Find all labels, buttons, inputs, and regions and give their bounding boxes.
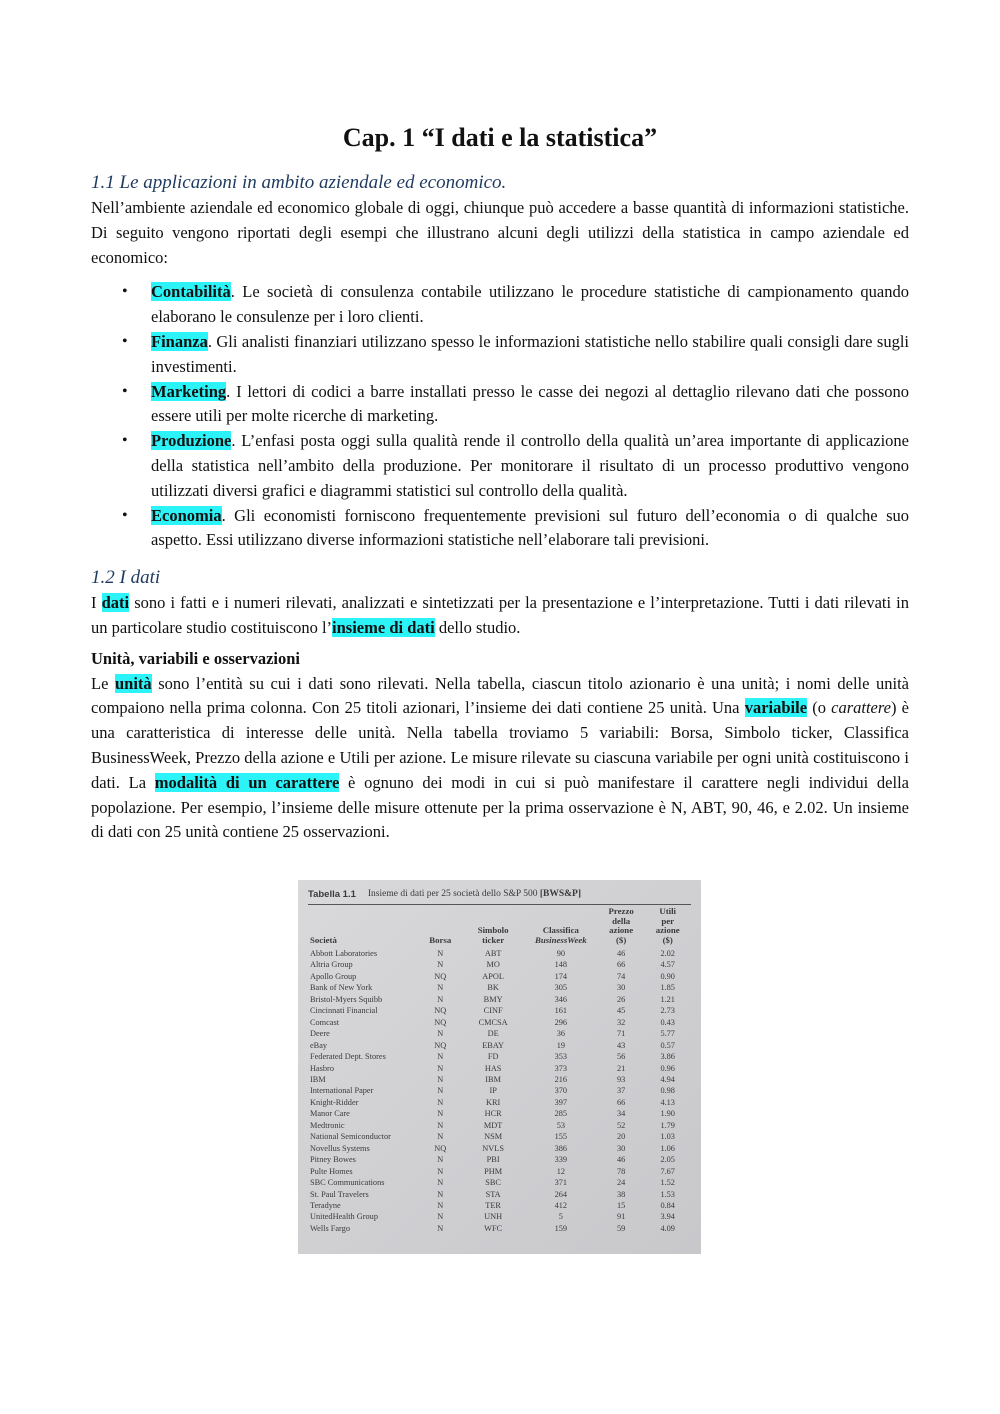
cell-prezzo: 30 [616,983,626,993]
header-line: della [612,915,631,926]
cell-classifica: 90 [556,949,565,958]
cell-classifica: 19 [556,1040,565,1050]
cell-societa: IBM [310,1074,326,1084]
cell-prezzo: 24 [616,1178,626,1188]
table-row [308,1211,691,1222]
table-row [308,994,691,1005]
highlighted-term: Contabilità [151,282,231,302]
table-row [308,1028,691,1039]
cell-societa: UnitedHealth Group [310,1212,378,1222]
text-run: (o [807,698,832,718]
cell-societa: Manor Care [310,1109,350,1119]
table-caption [308,888,691,901]
highlighted-term: Finanza [151,331,208,351]
page-title: Cap. 1 “I dati e la statistica” [342,123,658,152]
cell-utili: 3.86 [660,1052,675,1062]
header-line: BusinessWeek [535,934,587,945]
cell-prezzo: 74 [616,971,626,981]
cell-classifica: 5 [558,1212,563,1222]
cell-societa: Teradyne [310,1200,341,1210]
cell-utili: 4.09 [660,1223,675,1233]
cell-prezzo: 30 [616,1143,626,1153]
cell-borsa: N [437,1132,444,1142]
header-utili [644,907,691,948]
cell-classifica: 174 [554,971,568,981]
text-run: I [91,593,102,613]
header-borsa: Borsa [429,934,452,945]
cell-societa: Altria Group [310,960,353,970]
cell-utili: 0.84 [660,1200,675,1210]
cell-prezzo: 21 [616,1063,626,1073]
list-item [151,504,909,554]
list-item [151,280,909,330]
table-row [308,1063,691,1074]
cell-ticker: APOL [482,971,504,981]
cell-prezzo: 66 [616,960,626,970]
table-row [308,1051,691,1062]
applications-list [91,280,909,553]
text-run: sono l’entità su cui i dati sono rilevati. Nella tabella, ciascun titolo azionario è una unità; i nomi delle unità compaiono nella prima colonna. Con 25 titoli azionari, l’insieme dei dati contiene 25 unità. Una [91,673,910,718]
cell-utili: 0.90 [660,971,675,981]
text-run: Le [91,673,115,693]
section-heading-1-1: 1.1 Le applicazioni in ambito aziendale ed economico. [91,172,507,193]
cell-prezzo: 20 [616,1132,626,1142]
cell-ticker: DE [487,1029,499,1039]
table-row [308,1154,691,1165]
cell-prezzo: 38 [616,1189,626,1199]
cell-classifica: 373 [554,1063,568,1073]
cell-utili: 1.90 [660,1109,675,1119]
header-simbolo [462,907,523,948]
table-row [308,1131,691,1142]
cell-prezzo: 59 [616,1223,626,1233]
cell-utili: 0.57 [660,1040,675,1050]
cell-classifica: 155 [554,1132,568,1142]
cell-ticker: WFC [484,1223,503,1233]
text-run: ) è una caratteristica di interesse delle unità. Nella tabella troviamo 5 variabili: Borsa, Simbolo ticker, Classifica BusinessWeek, Prezzo della azione e Utili per azione. Le misure rilevate su ciascuna variabile per ogni unità costituiscono i dati. La [91,698,909,792]
cell-prezzo: 32 [616,1017,626,1027]
cell-utili: 5.77 [660,1029,675,1039]
cell-utili: 4.94 [660,1074,675,1084]
header-line: azione [655,925,680,935]
cell-prezzo: 15 [616,1200,626,1210]
header-classifica [524,907,598,948]
cell-utili: 0.98 [660,1086,675,1096]
cell-borsa: N [437,1200,444,1210]
cell-societa: SBC Communications [310,1178,385,1188]
cell-borsa: N [437,1109,444,1119]
cell-borsa: N [437,1086,444,1096]
cell-utili: 1.52 [660,1178,675,1188]
cell-utili: 7.67 [660,1166,675,1176]
table-body [308,948,691,1234]
list-item [151,330,909,380]
list-item [151,380,909,430]
cell-prezzo: 26 [616,994,626,1004]
units-variables-paragraph [91,672,909,846]
header-line: Classifica [542,925,579,935]
table-row [308,1177,691,1188]
cell-utili: 3.94 [660,1212,675,1222]
cell-ticker: KRI [485,1097,501,1107]
table-row [308,1189,691,1200]
highlighted-term: insieme di dati [332,617,435,637]
cell-societa: Hasbro [310,1063,334,1073]
cell-ticker: STA [485,1189,501,1199]
header-line: Utili [659,906,677,916]
cell-ticker: MO [486,960,500,970]
caption-text: Insieme di dati per 25 società dello S&P 500 [367,889,538,899]
list-item [151,429,909,503]
cell-ticker: NSM [484,1132,503,1142]
cell-borsa: N [437,1223,444,1233]
table-row [308,1097,691,1108]
cell-ticker: FD [487,1052,499,1062]
text-run: dello studio. [434,617,521,637]
cell-societa: Cincinnati Financial [310,1006,378,1016]
cell-prezzo: 93 [616,1074,626,1084]
cell-borsa: N [437,1063,444,1073]
highlighted-term: dati [101,593,130,613]
cell-ticker: PBI [486,1155,500,1165]
cell-prezzo: 43 [616,1040,626,1050]
cell-borsa: N [437,994,444,1004]
list-item-text: . Gli economisti forniscono frequentemente previsioni sul futuro dell’economia o di qualche suo aspetto. Essi utilizzano diverse informazioni statistiche nell’elaborare tali previsioni. [151,505,909,550]
section-1-1-intro: Nell’ambiente aziendale ed economico globale di oggi, chiunque può accedere a basse quantità di informazioni statistiche. Di seguito vengono riportati degli esempi che illustrano alcuni degli utilizzi della statistica in campo aziendale ed economico: [91,198,909,267]
cell-prezzo: 46 [616,1155,626,1165]
cell-classifica: 305 [554,983,568,993]
cell-prezzo: 71 [616,1029,626,1039]
cell-ticker: HCR [484,1109,502,1119]
cell-prezzo: 37 [616,1086,626,1096]
cell-societa: National Semiconductor [310,1132,391,1142]
highlighted-term: modalità di un carattere [154,772,340,792]
cell-ticker: SBC [485,1178,501,1188]
cell-borsa: NQ [434,1143,447,1153]
cell-utili: 1.53 [660,1189,675,1199]
cell-ticker: NVLS [482,1143,504,1153]
cell-classifica: 296 [554,1017,568,1027]
table-row [308,1017,691,1028]
cell-utili: 4.13 [660,1097,675,1107]
cell-societa: International Paper [310,1086,374,1096]
cell-ticker: TER [485,1200,501,1210]
cell-classifica: 36 [556,1029,565,1039]
highlighted-term: variabile [744,698,808,718]
cell-utili: 1.06 [660,1143,675,1153]
cell-societa: Knight-Ridder [310,1097,359,1107]
cell-prezzo: 46 [616,949,626,958]
cell-ticker: BMY [483,994,503,1004]
caption-tag: [BWS&P] [539,889,581,899]
cell-utili: 1.79 [660,1120,675,1130]
cell-classifica: 412 [554,1200,568,1210]
cell-utili: 1.21 [660,994,675,1004]
table-row [308,1166,691,1177]
header-line: Prezzo [608,906,634,916]
table-row [308,1040,691,1051]
cell-utili: 2.02 [660,949,675,958]
cell-classifica: 285 [554,1109,568,1119]
cell-societa: Pulte Homes [310,1166,353,1176]
cell-societa: Apollo Group [310,971,357,981]
cell-classifica: 386 [554,1143,568,1153]
table-row [308,1200,691,1211]
cell-ticker: CMCSA [478,1017,508,1027]
cell-societa: Wells Fargo [310,1223,350,1233]
cell-borsa: N [437,1029,444,1039]
document-content [91,118,909,845]
cell-classifica: 161 [554,1006,568,1016]
table-row [308,982,691,993]
cell-classifica: 53 [556,1120,565,1130]
cell-classifica: 148 [554,960,568,970]
cell-societa: Deere [310,1029,330,1039]
cell-ticker: EBAY [482,1040,505,1050]
table-row [308,1143,691,1154]
cell-classifica: 216 [554,1074,568,1084]
cell-borsa: N [437,1052,444,1062]
table-row [308,1223,691,1234]
list-item-text: . I lettori di codici a barre installati presso le casse dei negozi al dettaglio rilevano dati che possono essere utili per molte ricerche di marketing. [151,381,909,426]
cell-ticker: BK [487,983,499,993]
cell-borsa: N [437,1155,444,1165]
cell-borsa: N [437,983,444,993]
list-item-text: . L’enfasi posta oggi sulla qualità rende il controllo della qualità un’area importante di applicazione della statistica nell’ambito della produzione. Per monitorare il risultato di un processo produttivo vengono utilizzati diversi grafici e diagrammi statistici sul controllo della qualità. [151,431,909,500]
cell-utili: 1.03 [660,1132,675,1142]
cell-ticker: IP [489,1086,497,1096]
cell-prezzo: 34 [616,1109,626,1119]
table-row [308,959,691,970]
text-run: sono i fatti e i numeri rilevati, analizzati e sintetizzati per la presentazione e l’interpretazione. Tutti i dati rilevati in un particolare studio costituiscono l’ [91,593,909,637]
cell-classifica: 397 [554,1097,568,1107]
section-heading-1-2: 1.2 I dati [91,567,161,589]
cell-societa: Bristol-Myers Squibb [310,994,383,1004]
cell-borsa: N [437,960,444,970]
table-header-row [308,907,691,948]
cell-borsa: N [437,1074,444,1084]
cell-utili: 4.57 [660,960,675,970]
cell-societa: Federated Dept. Stores [310,1052,386,1062]
cell-prezzo: 56 [616,1052,626,1062]
header-prezzo [598,907,645,948]
cell-borsa: NQ [434,971,447,981]
table-row [308,1005,691,1016]
table-row [308,1120,691,1131]
header-line: per [661,915,675,926]
italic-term: carattere [831,698,891,718]
highlighted-term: unità [114,673,152,693]
header-line: Simbolo [477,925,509,935]
cell-classifica: 264 [554,1189,568,1199]
cell-prezzo: 66 [616,1097,626,1107]
cell-prezzo: 52 [616,1120,626,1130]
data-table [308,907,691,1234]
highlighted-term: Produzione [151,431,232,451]
cell-borsa: N [437,1166,444,1176]
cell-borsa: NQ [434,1017,447,1027]
section-1-2-paragraph [91,591,909,641]
caption-text-wrap [368,888,581,901]
cell-borsa: N [437,1097,444,1107]
highlighted-term: Marketing [151,381,227,401]
cell-societa: St. Paul Travelers [310,1189,369,1199]
table-row [308,948,691,959]
list-item-text: . Le società di consulenza contabile utilizzano le procedure statistiche di campionamento quando elaborano le consulenze per i loro clienti. [151,282,909,327]
cell-classifica: 12 [556,1166,565,1176]
cell-utili: 0.43 [660,1017,675,1027]
header-line: ($) [616,934,627,945]
cell-borsa: N [437,1120,444,1130]
cell-borsa: N [437,1178,444,1188]
table-photo [298,880,701,1254]
cell-ticker: CINF [483,1006,503,1016]
cell-classifica: 339 [554,1155,568,1165]
cell-classifica: 346 [554,994,568,1004]
cell-classifica: 353 [554,1052,568,1062]
text-run: è ognuno dei modi in cui si può manifestare il carattere negli individui della popolazione. Per esempio, l’insieme delle misure ottenute per la prima osservazione è N, ABT, 90, 46, e 2.02. Un insieme di dati con 25 unità contiene 25 osservazioni. [91,772,909,842]
cell-societa: Novellus Systems [310,1143,370,1153]
cell-utili: 2.73 [660,1006,675,1016]
cell-ticker: PHM [484,1166,503,1176]
table-row [308,1074,691,1085]
list-item-text: . Gli analisti finanziari utilizzano spesso le informazioni statistiche nello stabilire quali consigli dare sugli investimenti. [151,331,909,376]
cell-borsa: N [437,1189,444,1199]
cell-classifica: 370 [554,1086,568,1096]
table-row [308,1108,691,1119]
cell-ticker: IBM [485,1074,501,1084]
cell-classifica: 159 [554,1223,568,1233]
cell-societa: Comcast [310,1017,340,1027]
cell-ticker: ABT [484,949,502,958]
cell-societa: Abbott Laboratories [310,949,378,958]
cell-ticker: HAS [484,1063,502,1073]
table-label: Tabella 1.1 [308,889,356,900]
cell-utili: 1.85 [660,983,675,993]
cell-societa: Pitney Bowes [310,1155,356,1165]
cell-classifica: 371 [554,1178,568,1188]
header-line: ($) [662,934,673,945]
cell-societa: Medtronic [310,1120,345,1130]
header-line: azione [609,925,634,935]
cell-ticker: UNH [484,1212,503,1222]
cell-prezzo: 91 [616,1212,626,1222]
cell-societa: Bank of New York [310,983,373,993]
header-societa: Società [310,934,337,945]
subheading-units-variables: Unità, variabili e osservazioni [91,648,300,668]
table-row [308,971,691,982]
cell-utili: 2.05 [660,1155,675,1165]
table-row [308,1085,691,1096]
cell-borsa: NQ [434,1040,447,1050]
cell-borsa: N [437,949,444,958]
cell-prezzo: 78 [616,1166,626,1176]
header-line: ticker [482,934,505,945]
cell-societa: eBay [310,1040,328,1050]
cell-borsa: N [437,1212,444,1222]
cell-utili: 0.96 [660,1063,675,1073]
highlighted-term: Economia [151,505,222,525]
cell-borsa: NQ [434,1006,447,1016]
cell-ticker: MDT [483,1120,503,1130]
cell-prezzo: 45 [616,1006,626,1016]
table-rule [308,904,691,905]
